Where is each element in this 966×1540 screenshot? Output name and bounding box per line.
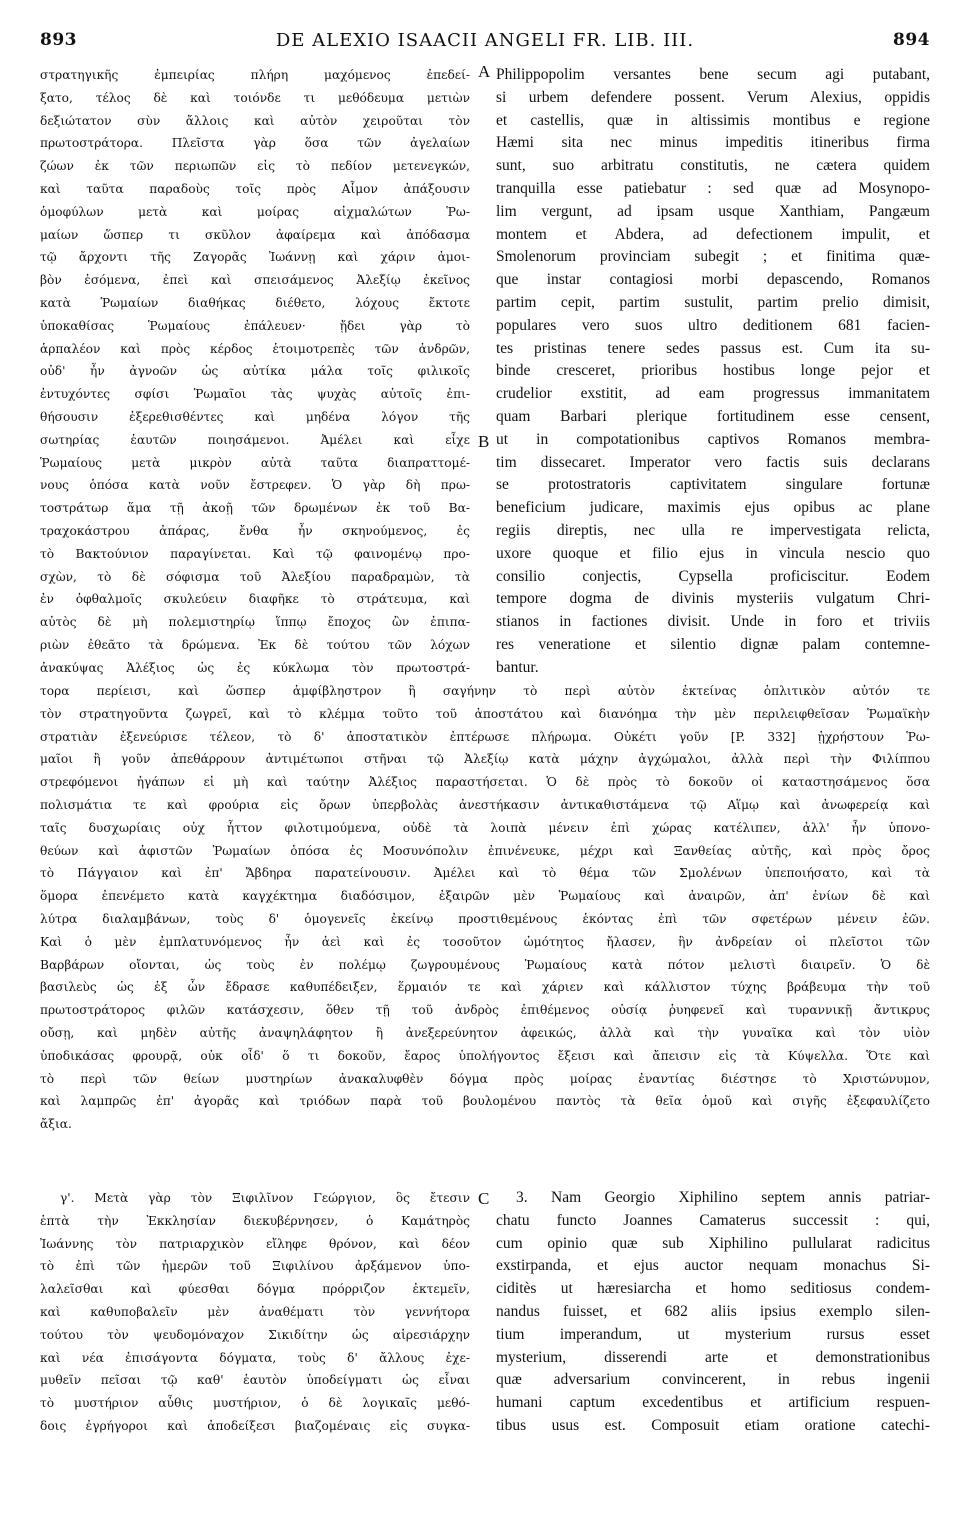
latin-text-line: tibus usus est. Composuit etiam oratione catechi-	[496, 1416, 930, 1434]
latin-text-line: humani captum excedentibus et artificium respuen-	[496, 1394, 930, 1412]
latin-text-line: consilio conjectis, Cypsella proficiscitur. Eodem	[496, 567, 930, 585]
greek-text-line: τὸ Πάγγαιον καὶ ἐπ' Ἄβδηρα παρατείνουσιν. Ἀμέλει καὶ τὸ θέμα τῶν Σμολένων ὑπεποιήσατο, καὶ τὰ	[40, 866, 930, 881]
latin-text-line: tranquilla esse patiebatur : sed quæ ad Mosynopo-	[496, 179, 930, 197]
latin-text-line: lim vergunt, ad ipsam usque Xanthiam, Pangæum	[496, 202, 930, 220]
latin-text-line: partim cepit, partim sustulit, partim prelio dimisit,	[496, 293, 930, 311]
greek-text-line: ζώων ἐκ τῶν περιωπῶν εἰς τὸ πεδίον μετενεγκών,	[40, 159, 470, 174]
latin-text-line: uxore quoque et filio ejus in vincula nescio quo	[496, 544, 930, 562]
greek-text-line: τὸ περὶ τῶν θείων μυστηρίων ἀνακαλυφθὲν δόγμα πρὸς μοίρας ἐναντίας διέστησε τὸ Χριστώνυμον,	[40, 1071, 930, 1086]
latin-text-line: tes pristinas tenere sedes passus est. Cum ita su-	[496, 339, 930, 357]
greek-text-line: τὸν στρατηγοῦντα ζωγρεῖ, καὶ τὸ κλέμμα τοῦτο τοῦ ἀποστάτου καὶ διανόημα τὴν μὲν περιλειφθεῖσαν Ῥωμαϊκὴν	[40, 706, 930, 721]
latin-text-line: nandus fuisset, et 682 aliis ipsius exemplo silen-	[496, 1302, 930, 1320]
greek-text-line: τῷ ἄρχοντι τῆς Ζαγορᾶς Ἰωάννῃ καὶ χάριν ἀμοι-	[40, 250, 470, 265]
greek-text-line: στρεφόμενοι ἠγάπων εἰ μὴ καὶ ταύτην Ἀλέξιος παραστήσεται. Ὁ δὲ πρὸς τὸ δοκοῦν οἱ καταστησάμενος ὅσα	[40, 775, 930, 790]
greek-column-bottom	[40, 1187, 470, 1438]
latin-text-line: si urbem defendere possent. Verum Alexius, oppidis	[496, 88, 930, 106]
latin-text-line: tim dissecaret. Imperator vero factis suis declarans	[496, 453, 930, 471]
greek-text-line: πολισμάτια τε καὶ φρούρια εἰς ὄρων ὑπερβολὰς ἀνεστήκασιν ἀντικαθιστάμενα τῷ Αἵμῳ καὶ ἀνωφερείᾳ καὶ	[40, 797, 930, 812]
latin-text-line: montem et Abdera, ad defectionem impulit, et	[496, 225, 930, 243]
greek-text-line: Ῥωμαίους μετὰ μικρὸν αὐτὰ ταῦτα διαπραττομέ-	[40, 455, 470, 470]
latin-text-line: ciditès ut hæresiarcha et homo seditiosus condem-	[496, 1280, 930, 1298]
greek-text-line: Βαρβάρων οἴονται, ὡς τοὺς ἐν πολέμῳ ζωγρουμένους Ῥωμαίους κατὰ πότον μελιστὶ διαιρεῖν. Ὁ δὲ	[40, 957, 930, 972]
latin-column-top	[496, 64, 930, 680]
latin-text-line: Philippopolim versantes bene secum agi putabant,	[496, 66, 930, 83]
greek-text-line: τορα περίεισι, καὶ ὥσπερ ἀμφίβληστρον ἢ σαγήνην τὸ περὶ αὐτὸν ἐκτείνας ὁπλιτικὸν αὐτόν τε	[40, 684, 930, 698]
latin-text-line: regiis direptis, nec ulla re impervestigata relicta,	[496, 521, 930, 539]
greek-text-line: ἀνακύψας Ἀλέξιος ὡς ἐς κύκλωμα τὸν πρωτοστρά-	[40, 660, 470, 675]
greek-text-line: καὶ ταῦτα παραδοὺς τοῖς πρὸς Αἷμον ἀπάξουσιν	[40, 181, 470, 196]
latin-text-line: et castellis, quæ in altissimis montibus e regione	[496, 111, 930, 129]
greek-text-line: οὔσῃ, καὶ μηδὲν αὐτῆς ἀναψηλάφητον ἢ ἀνεξερεύνητον ἀφεικώς, ἀλλὰ καὶ τὴν γυναῖκα καὶ τὸν υἱὸν	[40, 1025, 930, 1040]
greek-column-top	[40, 64, 470, 680]
greek-text-line: στρατιὰν ἐξενεύρισε τέλεον, τὸ δ' ἀποστατικὸν ἐπτέρωσε πλήρωμα. Οὐκέτι γοῦν [P. 332] ᾑχρήστουν Ῥω-	[40, 729, 930, 744]
greek-text-line: κατὰ Ῥωμαίων διαθήκας διέθετο, λόχους ἔκτοτε	[40, 295, 470, 310]
latin-text-line: beneficium judicare, maximis ejus opibus ac plane	[496, 499, 930, 517]
latin-text-line: chatu functo Joannes Camaterus successit : qui,	[496, 1211, 930, 1229]
greek-text-line: βασιλεὺς ὡς ἐξ ὧν ἔδρασε καθυπέδειξεν, ἕρμαιόν τε καὶ χάριεν καὶ κάλλιστον τύχης βράβευμα τὴν τοῦ	[40, 980, 930, 995]
greek-text-line: μαίων ὥσπερ τι σκῦλον ἀφαίρεμα καὶ ἀπόδασμα	[40, 227, 470, 242]
greek-text-line: οὐδ' ἦν ἀγνοῶν ὡς αὐτίκα μάλα τοῖς φιλικοῖς	[40, 364, 470, 379]
greek-text-line: λύτρα διαλαμβάνων, τοὺς δ' ὁμογενεῖς ἐκείνῳ προστιθεμένους ἑκόντας ἐπὶ τῶν σφετέρων μένειν ἐῶν.	[40, 911, 930, 926]
greek-text-line: θήσουσιν ἐξερεθισθέντες καὶ μηδένα λόγον τῆς	[40, 409, 470, 424]
greek-text-line: αὐτὸς δὲ μὴ πολεμιστηρίῳ ἵππῳ ἔποχος ὢν ἐπιπα-	[40, 615, 470, 630]
latin-text-line: mysterium, disserendi arte et demonstrationibus	[496, 1348, 930, 1366]
greek-text-line: Ἰωάννης τὸν πατριαρχικὸν εἴληφε θρόνον, καὶ δέον	[40, 1236, 470, 1251]
latin-text-line: ut in compotationibus captivos Romanos membra-	[496, 430, 930, 448]
greek-text-line: ὑποδικάσας φρουρᾷ, οὐκ οἶδ' ὅ τι δοκοῦν, ἔαρος ὑπολήγοντος ἔξεισι καὶ ἄπεισιν εἰς τὰ Κύψελλα. Ὅτε καὶ	[40, 1048, 930, 1063]
greek-text-line: θεύων καὶ ἀφιστῶν Ῥωμαίων ὁπόσα ἐς Μοσυνόπολιν ἐπινένευκε, μέχρι καὶ Ξανθείας αὐτῆς, καὶ πρὸς ὄρος	[40, 843, 930, 858]
greek-text-line: μυθεῖν πεῖσαι τῷ καθ' ἑαυτὸν ὑποδείγματι ὡς εἶναι	[40, 1373, 470, 1388]
greek-text-line: στρατηγικῆς ἐμπειρίας πλήρη μαχόμενος ἐπεδεί-	[40, 68, 470, 82]
greek-text-line: ἄξια.	[40, 1117, 72, 1132]
latin-text-line: 3. Nam Georgio Xiphilino septem annis patriar-	[516, 1189, 930, 1206]
latin-text-line: Smolenorum provinciam subegit ; et finitima quæ-	[496, 248, 930, 266]
greek-text-line: τοστράτωρ ἅμα τῇ ἀκοῇ τῶν δρωμένων ἐκ τοῦ Βα-	[40, 501, 470, 516]
section-marker-a: A	[478, 62, 491, 81]
greek-text-line: ἁρπαλέον καὶ πρὸς κέρδος ἑτοιμοτρεπὲς τῶν ἀνδρῶν,	[40, 341, 470, 356]
latin-text-line: cum opinio quæ sub Xiphilino pullularat radicitus	[496, 1234, 930, 1252]
greek-text-line: ἑπτὰ τὴν Ἐκκλησίαν διεκυβέρνησεν, ὁ Καμάτηρὸς	[40, 1213, 470, 1228]
latin-text-line: Hæmi sita nec minus impeditis itineribus firma	[496, 134, 930, 152]
greek-text-line: σωτηρίας ἑαυτῶν ποιησάμενοι. Ἀμέλει καὶ εἶχε	[40, 432, 470, 447]
latin-text-line: crudelior exstitit, ad eam progressus immanitatem	[496, 385, 930, 403]
greek-text-line: ἐν ὀφθαλμοῖς σκυλεύειν διαφῆκε τὸ στράτευμα, καὶ	[40, 592, 470, 607]
greek-text-line: δεξιώτατον σὺν ἄλλοις καὶ αὐτὸν χειροῦται τὸν	[40, 113, 470, 128]
greek-text-line: καὶ καθυποβαλεῖν μὲν ἀναθέματι τὸν γεννήτορα	[40, 1304, 470, 1319]
latin-column-bottom	[496, 1187, 930, 1438]
latin-text-line: populares vero suos ultro deditionem 681 facien-	[496, 316, 930, 334]
greek-text-line: πρωτοστράτορος φιλῶν κατάσχεσιν, ὅθεν τῇ τοῦ ἀνδρὸς ἐπιθέμενος οὐσίᾳ ῥυηφενεῖ καὶ τυραννικῇ ἄντικρυς	[40, 1003, 930, 1018]
greek-text-line: καὶ λαμπρῶς ἐπ' ἀγορᾶς καὶ τριόδων παρὰ τοῦ βουλομένου παντὸς τὰ θεῖα ὁμοῦ καὶ σιγῆς ἐξεφαυλίζετο	[40, 1094, 930, 1109]
greek-text-line: μαῖοι ἢ γοῦν ἀπεθάρρουν ἀντιμέτωποι στῆναι τῷ Ἀλεξίῳ κατὰ μάχην ἀγχώμαλοι, ἀλλὰ περὶ τὴν Φιλίππου	[40, 752, 930, 767]
greek-text-line: πρωτοστράτορα. Πλεῖστα γὰρ ὅσα τῶν ἀγελαίων	[40, 136, 470, 151]
greek-text-line: γ'. Μετὰ γὰρ τὸν Ξιφιλῖνον Γεώργιον, ὃς ἔτεσιν	[60, 1191, 470, 1205]
page-number-left: 893	[40, 30, 77, 50]
latin-text-line: binde cresceret, prioribus hostibus longe pejor et	[496, 362, 930, 380]
latin-text-line: bantur.	[496, 658, 539, 676]
greek-text-line: τὸ μυστήριον αὖθις μυστήριον, ὁ δὲ λογικαῖς μεθό-	[40, 1396, 470, 1411]
greek-full-width-text	[40, 680, 930, 1136]
latin-text-line: que instar contagiosi morbi depascendo, Romanos	[496, 271, 930, 289]
latin-text-line: se protostratoris captivitatem singulare fortunæ	[496, 476, 930, 494]
greek-text-line: δοις ἐγρήγοροι καὶ ἀποδείξεσι βιαζομέναις εἰς συγκα-	[40, 1418, 470, 1433]
latin-text-line: exstirpanda, et ejus auctor nequam monachus Si-	[496, 1257, 930, 1275]
greek-text-line: ὅμορα ἐπενέμετο κατὰ καγχέκτημα διαδόσιμον, ἐξαιρῶν μὲν Ῥωμαίους καὶ ἀναιρῶν, ἀπ' ἐνίων δὲ καὶ	[40, 889, 930, 904]
latin-text-line: res veneratione et silentio dignæ palam contemne-	[496, 635, 930, 653]
latin-text-line: quæ adversarium convincerent, in rebus ingenii	[496, 1371, 930, 1389]
section-marker-b: B	[478, 432, 490, 451]
greek-text-line: τὸ ἐπὶ τῶν ἡμερῶν τοῦ Ξιφιλίνου ἀρξάμενον ὑπο-	[40, 1259, 470, 1274]
greek-text-line: σχὼν, τὸ δὲ σόφισμα τοῦ Ἀλεξίου παραδραμὼν, τὰ	[40, 569, 470, 584]
latin-text-line: quam Barbari plerique fortitudinem esse censent,	[496, 407, 930, 425]
greek-text-line: ὑποκαθίσας Ῥωμαίους ἐπάλευεν· ᾔδει γὰρ τὸ	[40, 318, 470, 333]
greek-text-line: τούτου τὸν ψευδομόναχον Σικιδίτην ὡς αἱρεσιάρχην	[40, 1327, 470, 1342]
greek-text-line: ξατο, τέλος δὲ καὶ τοιόνδε τι μεθόδευμα μετιὼν	[40, 90, 470, 105]
greek-text-line: τραχοκάστρου ἀπάρας, ἔνθα ἦν σκηνούμενος, ἐς	[40, 523, 470, 538]
latin-text-line: tium imperandum, ut mysterium rursus esset	[496, 1325, 930, 1343]
greek-text-line: ὁμοφύλων μετὰ καὶ μοίρας αἰχμαλώτων Ῥω-	[40, 204, 470, 219]
greek-text-line: ριὼν ἐθεᾶτο τὰ δρώμενα. Ἐκ δὲ τούτου τῶν λόχων	[40, 637, 470, 652]
greek-text-line: Καὶ ὁ μὲν ἐμπλατυνόμενος ἦν ἀεὶ καὶ ἐς τοσοῦτον ὠμότητος ἤλασεν, ἣν ἀνδρείαν οἱ πλεῖστοι τῶν	[40, 934, 930, 949]
greek-text-line: λαλεῖσθαι καὶ φύεσθαι δόγμα πρόρριζον ἐκτεμεῖν,	[40, 1282, 470, 1297]
section-marker-c: C	[478, 1189, 490, 1208]
latin-text-line: stianos in factiones divisit. Unde in foro et triviis	[496, 613, 930, 631]
latin-text-line: tempore dogma de divinis mysteriis vulgatum Chri-	[496, 590, 930, 608]
latin-text-line: sunt, suo arbitratu constitutis, ne cætera quidem	[496, 157, 930, 175]
greek-text-line: ἐντυχόντες σφίσι Ῥωμαῖοι τὰς ψυχὰς αὐτοῖς ἐπι-	[40, 387, 470, 402]
greek-text-line: καὶ νέα ἐπισάγοντα δόγματα, τοὺς δ' ἄλλους ἐχε-	[40, 1350, 470, 1365]
greek-text-line: τὸ Βακτούνιον παραγίνεται. Καὶ τῷ φαινομένῳ προ-	[40, 546, 470, 561]
greek-text-line: νους ὁπόσα κατὰ νοῦν ἔστρεφεν. Ὁ γὰρ δὴ πρω-	[40, 478, 470, 493]
page-number-right: 894	[893, 30, 930, 50]
page-header	[40, 30, 930, 60]
greek-text-line: ταῖς δυσχωρίαις οὐχ ἧττον φιλοτιμούμενα, οὐδὲ τὰ λοιπὰ μένειν ἐπὶ χώρας κατέλιπεν, ἀλλ' ἦν ὑπονο-	[40, 820, 930, 835]
running-title: DE ALEXIO ISAACII ANGELI FR. LIB. III.	[275, 30, 695, 51]
greek-text-line: βὸν ἐσόμενα, ἐπεὶ καὶ σπεισάμενος Ἀλεξίῳ ἐκεῖνος	[40, 273, 470, 288]
